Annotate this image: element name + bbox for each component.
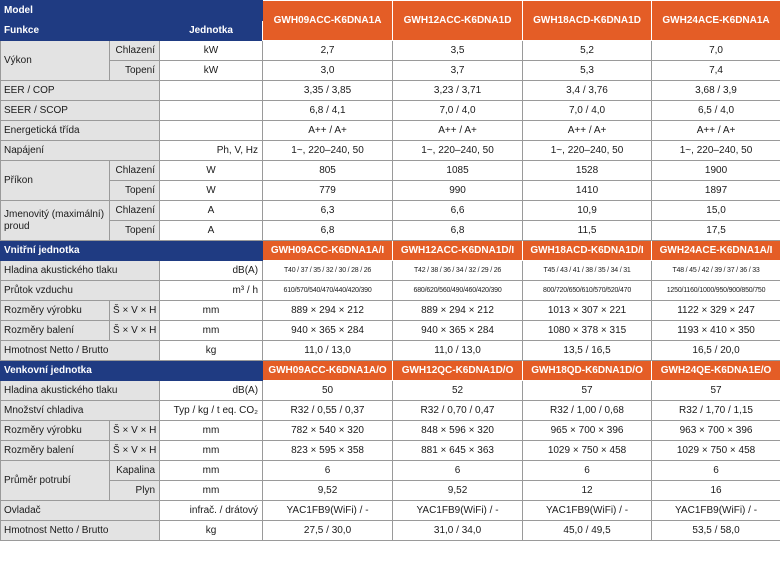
cell: 1528 (523, 161, 652, 181)
cell: 5,2 (523, 41, 652, 61)
row-label: Rozměry výrobku (1, 301, 110, 321)
cell: 1029 × 750 × 458 (652, 441, 780, 461)
model-header: Model (1, 1, 263, 21)
model-name: GWH09ACC-K6DNA1A (263, 1, 393, 41)
table-row (1, 341, 780, 361)
cell: 17,5 (652, 221, 780, 241)
cell: YAC1FB9(WiFi) / - (263, 501, 393, 521)
cell: 990 (393, 181, 523, 201)
row-unit: dB(A) (160, 261, 263, 281)
table-row (1, 61, 780, 81)
cell: 1~, 220–240, 50 (393, 141, 523, 161)
cell: 27,5 / 30,0 (263, 521, 393, 541)
cell: R32 / 1,70 / 1,15 (652, 401, 780, 421)
row-label: Hmotnost Netto / Brutto (1, 341, 160, 361)
cell: 7,0 / 4,0 (523, 101, 652, 121)
outdoor-section-header: Venkovní jednotka (1, 361, 263, 381)
row-unit: kW (160, 61, 263, 81)
row-unit: mm (160, 461, 263, 481)
row-unit: dB(A) (160, 381, 263, 401)
table-row (1, 121, 780, 141)
row-unit: kg (160, 341, 263, 361)
table-row (1, 481, 780, 501)
table-row (1, 221, 780, 241)
table-row (1, 201, 780, 221)
outdoor-model-name: GWH24QE-K6DNA1E/O (652, 361, 780, 381)
table-row (1, 281, 780, 301)
row-label: Jmenovitý (maximální) proud (1, 201, 110, 241)
cell: 31,0 / 34,0 (393, 521, 523, 541)
cell: 1029 × 750 × 458 (523, 441, 652, 461)
cell: 805 (263, 161, 393, 181)
cell: 1410 (523, 181, 652, 201)
cell: 1122 × 329 × 247 (652, 301, 780, 321)
cell: 1900 (652, 161, 780, 181)
cell: 3,68 / 3,9 (652, 81, 780, 101)
row-label: Rozměry balení (1, 441, 110, 461)
cell: T42 / 38 / 36 / 34 / 32 / 29 / 26 (393, 261, 523, 281)
cell: R32 / 0,55 / 0,37 (263, 401, 393, 421)
cell: 57 (652, 381, 780, 401)
row-label: Příkon (1, 161, 110, 201)
row-unit: mm (160, 481, 263, 501)
cell: 940 × 365 × 284 (263, 321, 393, 341)
row-unit: kg (160, 521, 263, 541)
cell: 3,0 (263, 61, 393, 81)
cell: 3,4 / 3,76 (523, 81, 652, 101)
cell: 7,0 (652, 41, 780, 61)
table-row (1, 101, 780, 121)
cell: 800/720/650/610/570/520/470 (523, 281, 652, 301)
cell: 6,8 / 4,1 (263, 101, 393, 121)
cell: 6 (263, 461, 393, 481)
cell: 50 (263, 381, 393, 401)
outdoor-model-name: GWH09ACC-K6DNA1A/O (263, 361, 393, 381)
cell: 13,5 / 16,5 (523, 341, 652, 361)
cell: 965 × 700 × 396 (523, 421, 652, 441)
cell: 53,5 / 58,0 (652, 521, 780, 541)
cell: A++ / A+ (652, 121, 780, 141)
cell: 782 × 540 × 320 (263, 421, 393, 441)
cell: 6 (523, 461, 652, 481)
cell: A++ / A+ (263, 121, 393, 141)
row-label: Výkon (1, 41, 110, 81)
row-unit (160, 101, 263, 121)
cell: 3,7 (393, 61, 523, 81)
cell: 1193 × 410 × 350 (652, 321, 780, 341)
outdoor-model-name: GWH18QD-K6DNA1D/O (523, 361, 652, 381)
cell: 779 (263, 181, 393, 201)
cell: 940 × 365 × 284 (393, 321, 523, 341)
cell: 1~, 220–240, 50 (523, 141, 652, 161)
cell: 1013 × 307 × 221 (523, 301, 652, 321)
row-unit: mm (160, 301, 263, 321)
row-label: Napájení (1, 141, 160, 161)
cell: YAC1FB9(WiFi) / - (523, 501, 652, 521)
row-label: Hmotnost Netto / Brutto (1, 521, 160, 541)
cell: 1897 (652, 181, 780, 201)
outdoor-model-name: GWH12QC-K6DNA1D/O (393, 361, 523, 381)
cell: 3,23 / 3,71 (393, 81, 523, 101)
cell: 6,3 (263, 201, 393, 221)
cell: 680/620/560/490/460/420/390 (393, 281, 523, 301)
indoor-model-name: GWH24ACE-K6DNA1A/I (652, 241, 780, 261)
row-label: SEER / SCOP (1, 101, 160, 121)
indoor-section-row (1, 241, 780, 261)
cell: 11,0 / 13,0 (393, 341, 523, 361)
cell: YAC1FB9(WiFi) / - (393, 501, 523, 521)
cell: 15,0 (652, 201, 780, 221)
table-row (1, 461, 780, 481)
cell: 7,0 / 4,0 (393, 101, 523, 121)
cell: T45 / 43 / 41 / 38 / 35 / 34 / 31 (523, 261, 652, 281)
row-unit: mm (160, 321, 263, 341)
cell: 6,8 (263, 221, 393, 241)
indoor-model-name: GWH18ACD-K6DNA1D/I (523, 241, 652, 261)
indoor-model-name: GWH12ACC-K6DNA1D/I (393, 241, 523, 261)
cell: 1~, 220–240, 50 (263, 141, 393, 161)
row-sublabel: Chlazení (110, 161, 160, 181)
cell: 889 × 294 × 212 (393, 301, 523, 321)
row-sublabel: Kapalina (110, 461, 160, 481)
row-label: Rozměry balení (1, 321, 110, 341)
row-unit: Typ / kg / t eq. CO₂ (160, 401, 263, 421)
cell: 3,5 (393, 41, 523, 61)
row-sublabel: Chlazení (110, 41, 160, 61)
cell: 889 × 294 × 212 (263, 301, 393, 321)
row-unit: infrač. / drátový (160, 501, 263, 521)
model-name: GWH18ACD-K6DNA1D (523, 1, 652, 41)
model-row (1, 1, 780, 21)
row-unit: mm (160, 421, 263, 441)
table-row (1, 261, 780, 281)
cell: 6,6 (393, 201, 523, 221)
cell: 610/570/540/470/440/420/390 (263, 281, 393, 301)
row-unit: mm (160, 441, 263, 461)
cell: 6 (393, 461, 523, 481)
table-row (1, 321, 780, 341)
cell: 16,5 / 20,0 (652, 341, 780, 361)
cell: 3,35 / 3,85 (263, 81, 393, 101)
cell: R32 / 1,00 / 0,68 (523, 401, 652, 421)
row-label: Množství chladiva (1, 401, 160, 421)
cell: 5,3 (523, 61, 652, 81)
jednotka-header: Jednotka (160, 21, 263, 41)
cell: 57 (523, 381, 652, 401)
row-unit (160, 81, 263, 101)
row-sublabel: Topení (110, 181, 160, 201)
cell: R32 / 0,70 / 0,47 (393, 401, 523, 421)
model-name: GWH12ACC-K6DNA1D (393, 1, 523, 41)
row-label: EER / COP (1, 81, 160, 101)
table-row (1, 141, 780, 161)
row-label: Energetická třída (1, 121, 160, 141)
row-label: Hladina akustického tlaku (1, 261, 160, 281)
cell: 1250/1160/1000/950/900/850/750 (652, 281, 780, 301)
cell: 6 (652, 461, 780, 481)
row-sublabel: Plyn (110, 481, 160, 501)
table-row (1, 81, 780, 101)
table-row (1, 301, 780, 321)
row-unit: A (160, 201, 263, 221)
row-unit: m³ / h (160, 281, 263, 301)
cell: 1085 (393, 161, 523, 181)
outdoor-section-row (1, 361, 780, 381)
row-sublabel: Š × V × H (110, 421, 160, 441)
table-row (1, 421, 780, 441)
row-sublabel: Š × V × H (110, 441, 160, 461)
cell: 11,0 / 13,0 (263, 341, 393, 361)
row-sublabel: Š × V × H (110, 301, 160, 321)
cell: 9,52 (263, 481, 393, 501)
table-row (1, 381, 780, 401)
cell: 9,52 (393, 481, 523, 501)
cell: 823 × 595 × 358 (263, 441, 393, 461)
row-label: Rozměry výrobku (1, 421, 110, 441)
row-label: Ovladač (1, 501, 160, 521)
table-row (1, 521, 780, 541)
row-label: Průtok vzduchu (1, 281, 160, 301)
row-label: Hladina akustického tlaku (1, 381, 160, 401)
row-unit: W (160, 181, 263, 201)
cell: T40 / 37 / 35 / 32 / 30 / 28 / 26 (263, 261, 393, 281)
indoor-model-name: GWH09ACC-K6DNA1A/I (263, 241, 393, 261)
table-row (1, 441, 780, 461)
cell: T48 / 45 / 42 / 39 / 37 / 36 / 33 (652, 261, 780, 281)
row-sublabel: Chlazení (110, 201, 160, 221)
cell: 848 × 596 × 320 (393, 421, 523, 441)
cell: 10,9 (523, 201, 652, 221)
row-unit (160, 121, 263, 141)
cell: 963 × 700 × 396 (652, 421, 780, 441)
row-unit: Ph, V, Hz (160, 141, 263, 161)
indoor-section-header: Vnitřní jednotka (1, 241, 263, 261)
funkce-header: Funkce (1, 21, 160, 41)
cell: 6,8 (393, 221, 523, 241)
cell: YAC1FB9(WiFi) / - (652, 501, 780, 521)
row-unit: kW (160, 41, 263, 61)
cell: 16 (652, 481, 780, 501)
row-unit: W (160, 161, 263, 181)
cell: 1~, 220–240, 50 (652, 141, 780, 161)
cell: 11,5 (523, 221, 652, 241)
cell: 2,7 (263, 41, 393, 61)
row-sublabel: Topení (110, 61, 160, 81)
row-label: Průměr potrubí (1, 461, 110, 501)
table-row (1, 401, 780, 421)
table-row (1, 501, 780, 521)
cell: 12 (523, 481, 652, 501)
row-sublabel: Š × V × H (110, 321, 160, 341)
cell: 45,0 / 49,5 (523, 521, 652, 541)
cell: 6,5 / 4,0 (652, 101, 780, 121)
cell: 7,4 (652, 61, 780, 81)
cell: 1080 × 378 × 315 (523, 321, 652, 341)
cell: 52 (393, 381, 523, 401)
row-sublabel: Topení (110, 221, 160, 241)
row-unit: A (160, 221, 263, 241)
model-name: GWH24ACE-K6DNA1A (652, 1, 780, 41)
cell: 881 × 645 × 363 (393, 441, 523, 461)
cell: A++ / A+ (393, 121, 523, 141)
table-row (1, 161, 780, 181)
cell: A++ / A+ (523, 121, 652, 141)
table-row (1, 181, 780, 201)
table-row (1, 41, 780, 61)
